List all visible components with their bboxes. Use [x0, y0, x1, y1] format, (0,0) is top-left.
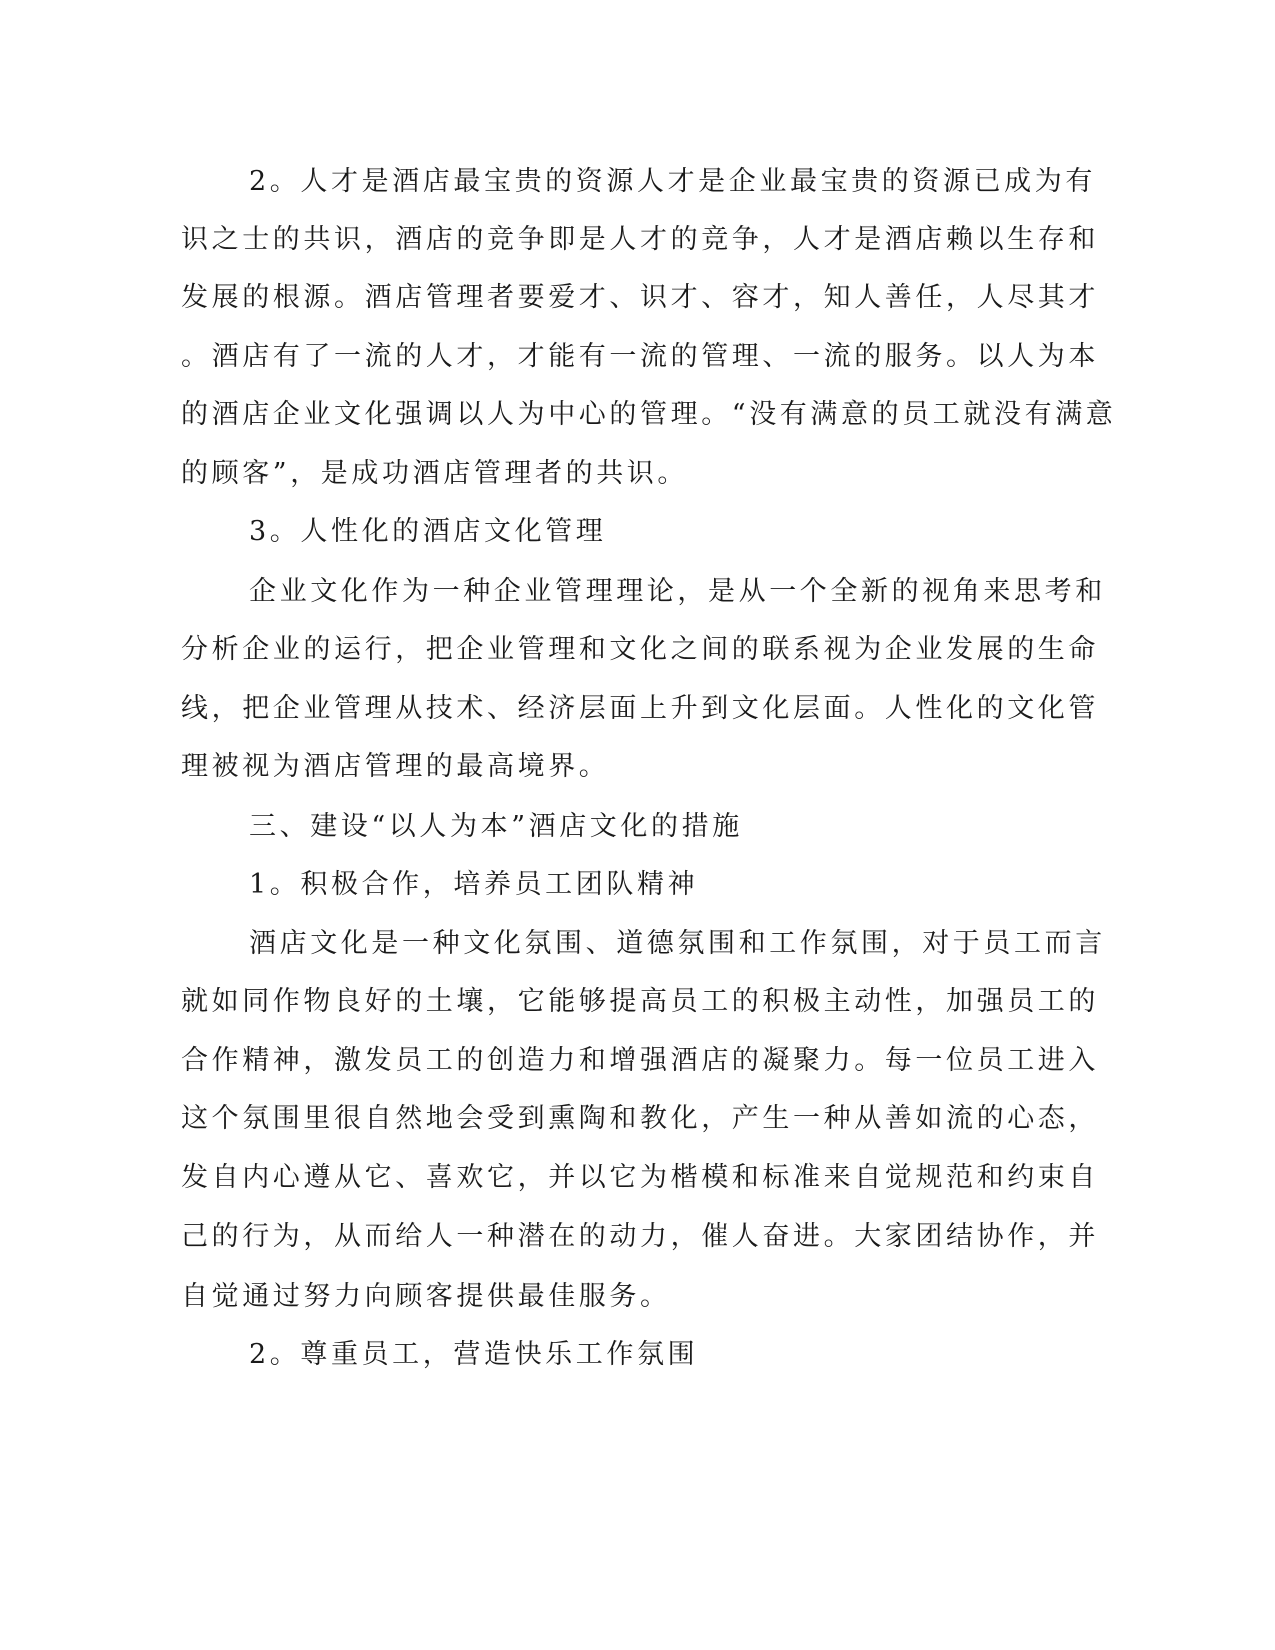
section-heading: 三、建设“以人为本”酒店文化的措施 [249, 811, 743, 842]
paragraph-line: 的顾客”，是成功酒店管理者的共识。 [181, 458, 689, 489]
paragraph-line: 自觉通过努力向顾客提供最佳服务。 [181, 1281, 671, 1312]
paragraph-line: 理被视为酒店管理的最高境界。 [181, 751, 610, 782]
paragraph-line: 己的行为，从而给人一种潜在的动力，催人奋进。大家团结协作，并 [181, 1221, 1099, 1252]
paragraph-line: 发自内心遵从它、喜欢它，并以它为楷模和标准来自觉规范和约束自 [181, 1162, 1099, 1193]
paragraph-line: 企业文化作为一种企业管理理论，是从一个全新的视角来思考和 [249, 576, 1106, 607]
paragraph-line: 这个氛围里很自然地会受到熏陶和教化，产生一种从善如流的心态， [181, 1103, 1099, 1134]
paragraph-line: 分析企业的运行，把企业管理和文化之间的联系视为企业发展的生命 [181, 634, 1099, 665]
paragraph-line: 就如同作物良好的土壤，它能够提高员工的积极主动性，加强员工的 [181, 986, 1099, 1017]
paragraph-line: 。酒店有了一流的人才，才能有一流的管理、一流的服务。以人为本 [181, 341, 1099, 372]
section-heading: 1。积极合作，培养员工团队精神 [249, 869, 699, 900]
section-heading: 2。尊重员工，营造快乐工作氛围 [249, 1339, 699, 1370]
paragraph-line: 的酒店企业文化强调以人为中心的管理。“没有满意的员工就没有满意 [181, 399, 1117, 430]
paragraph-line: 2。人才是酒店最宝贵的资源人才是企业最宝贵的资源已成为有 [249, 166, 1096, 197]
paragraph-line: 发展的根源。酒店管理者要爱才、识才、容才，知人善任，人尽其才 [181, 282, 1099, 313]
paragraph-line: 线，把企业管理从技术、经济层面上升到文化层面。人性化的文化管 [181, 693, 1099, 724]
paragraph-line: 识之士的共识，酒店的竞争即是人才的竞争，人才是酒店赖以生存和 [181, 224, 1099, 255]
paragraph-line: 酒店文化是一种文化氛围、道德氛围和工作氛围，对于员工而言 [249, 928, 1106, 959]
section-heading: 3。人性化的酒店文化管理 [249, 516, 607, 547]
paragraph-line: 合作精神，激发员工的创造力和增强酒店的凝聚力。每一位员工进入 [181, 1045, 1099, 1076]
